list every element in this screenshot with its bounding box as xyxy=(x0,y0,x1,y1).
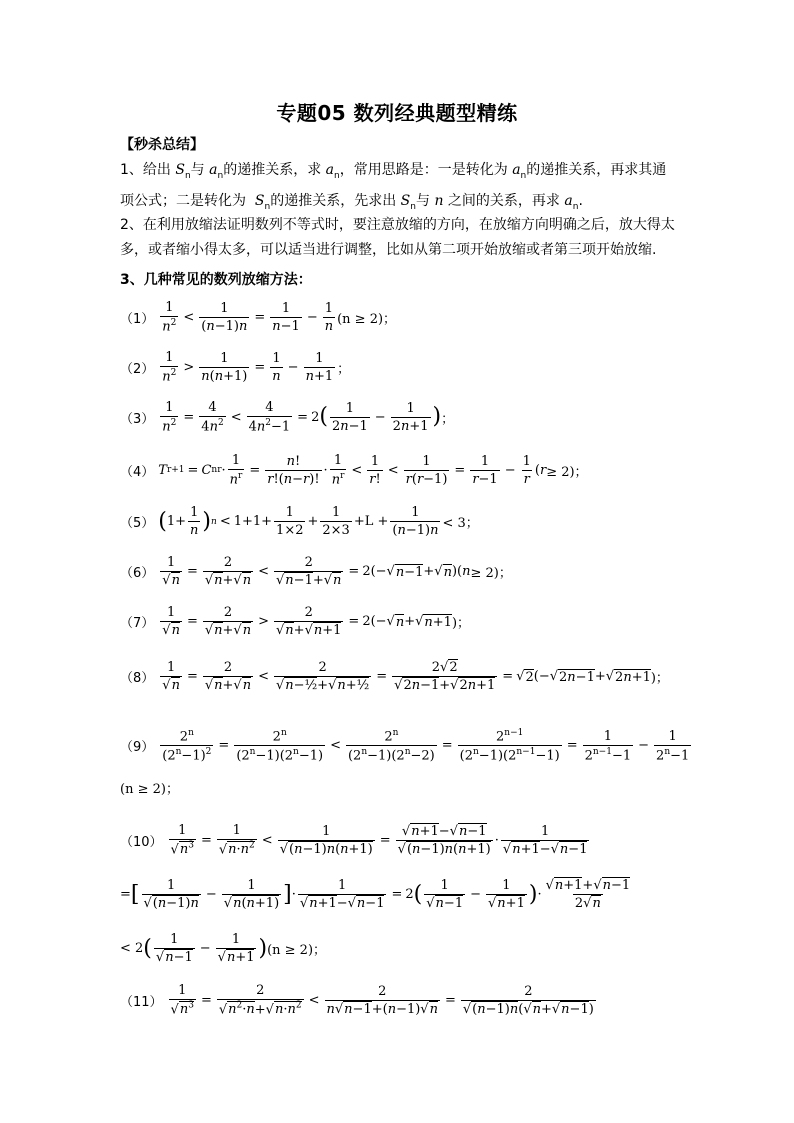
formula-8: （8） $\frac{1}{√n}$ = $\frac{2}{√n+√n}$ < $\frac{2}{\text{√n−½+√n+½}}$ = $\frac{2√2}{√2n-1+√2n+1}$ = √ 2 (−√ 2n−1 +√ 2n+1 )； xyxy=(120,660,669,693)
formula-6: （6） $\frac{1}{√n}$ = $\frac{2}{√n+√n}$ < $\frac{2}{√n-1+√n}$ = 2(−√ n−1 +√ n )( n ≥ 2)； xyxy=(120,555,512,588)
paragraph-2: 2、在利用放缩法证明数列不等式时，要注意放缩的方向，在放缩方向明确之后，放大得太多，或者缩小得太多，可以适当进行调整，比如从第二项开始放缩或者第三项开始放缩. xyxy=(120,217,675,258)
formula-11: （11） $\frac{1}{√n^3}$ = $\frac{2}{√n^2\cdot n+√n\cdot n^2}$ < $\frac{2}{n√n-1+(n-1)√n}$ = $\frac{2}{√(n-1)n(√n+√n-1)}$ xyxy=(120,983,594,1018)
formula-4: （4） T r+1 = C n r · $\frac{1}{n^r}$ = $\frac{n!}{r!(n-r)!}$ · $\frac{1}{n^r}$ < $\frac{1}{r!}$ < $\frac{1}{r(r-1)}$ = $\frac{1}{r-1}$ − $\frac{1}{r}$ ( r ≥ 2)； xyxy=(120,453,588,488)
formula-10: （10） $\frac{1}{√n^3}$ = $\frac{1}{√n\cdot n^2}$ < $\frac{1}{√(n-1)n(n+1)}$ = $\frac{√n+1-√n-1}{√(n-1)n(n+1)}$ · $\frac{1}{√n+1-√n-1}$ xyxy=(120,823,588,858)
formula-2: （2） $\frac{1}{n^2}$ > $\frac{1}{n(n+1)}$ = $\frac{1}{n}$ − $\frac{1}{n+1}$ ； xyxy=(120,350,351,385)
formula-1: （1） $\frac{1}{n^2}$ < $\frac{1}{(n-1)n}$ = $\frac{1}{n-1}$ − $\frac{1}{n}$ (n ≥ 2)； xyxy=(120,300,397,335)
page-title: 专题05 数列经典题型精练 xyxy=(276,101,518,125)
formula-10-line-2: = [ $\frac{1}{√(n-1)n}$ − $\frac{1}{√n(n+1)}$ ] · $\frac{1}{√n+1-√n-1}$ = 2 ( $\frac{1}{√n-1}$ − $\frac{1}{√n+1}$ ) · $\frac{√n+1+√n-1}{2√n}$ xyxy=(120,878,631,911)
paragraph-1: 1、给出 $S_n$与 $a_n$的递推关系，求 $a_n$，常用思路是：一是转化为 $a_n$的递推关系，再求其通项公式；二是转化为 $S_n$的递推关系，先求出 $S_n$与 n 之间的关系，再求 $a_n$. xyxy=(120,162,667,212)
formula-7: （7） $\frac{1}{√n}$ = $\frac{2}{√n+√n}$ > $\frac{2}{√n+√n+1}$ = 2(−√ n +√ n+1 )； xyxy=(120,605,471,638)
formula-10-line-3: < 2 ( $\frac{1}{√n-1}$ − $\frac{1}{√n+1}$ ) (n ≥ 2)； xyxy=(120,932,327,965)
method-heading: 3、几种常见的数列放缩方法： xyxy=(120,272,312,288)
formula-9-condition: (n ≥ 2)； xyxy=(120,782,179,797)
formula-3: （3） $\frac{1}{n^2}$ = $\frac{4}{4n^2}$ < $\frac{4}{4n^2-1}$ = 2 ( $\frac{1}{2n-1}$ − $\frac{1}{2n+1}$ ) ； xyxy=(120,400,455,435)
formula-5: （5） ( 1+ $\frac{1}{n}$ ) n < 1+1+ $\frac{1}{1\times 2}$ + $\frac{1}{2\times 3}$ +L + $\frac{1}{(n-1)n}$ < 3； xyxy=(120,505,479,538)
section-heading: 【秒杀总结】 xyxy=(120,137,204,153)
formula-9: （9） $\frac{2^n}{(2^n-1)^2}$ = $\frac{2^n}{(2^n-1)(2^n-1)}$ < $\frac{2^n}{(2^n-1)(2^n-2)}$ = $\frac{2^{n-1}}{(2^n-1)(2^{n-1}-1)}$ = $\frac{1}{2^{n-1}-1}$ − $\frac{1}{2^n-1}$ xyxy=(120,728,690,764)
